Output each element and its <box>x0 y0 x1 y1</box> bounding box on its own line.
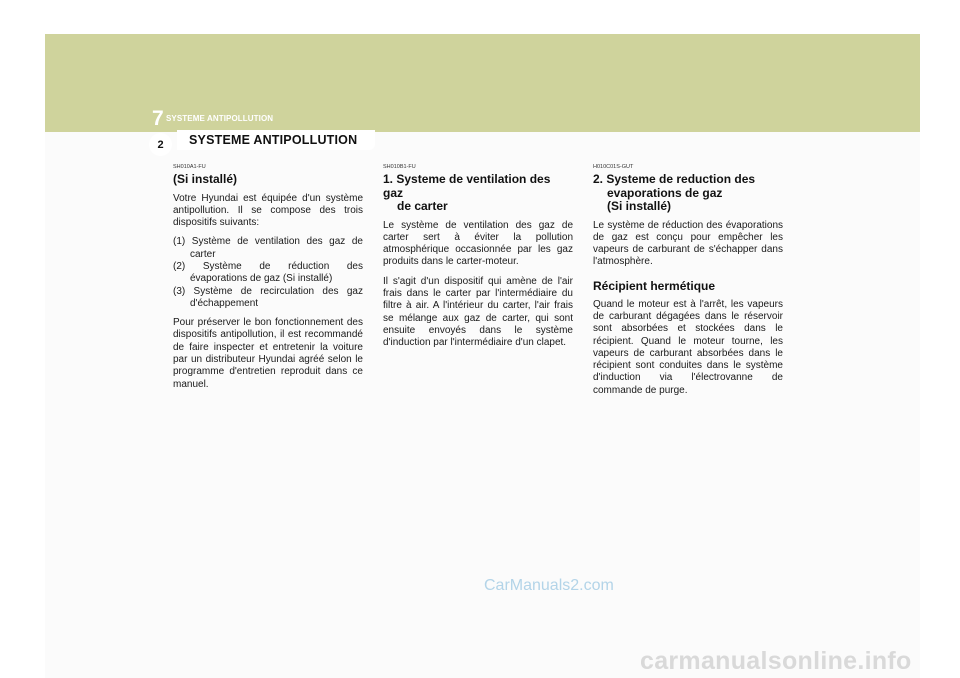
intro-paragraph: Votre Hyundai est équipée d'un système antipollution. Il se compose des trois dispositifs suivants: <box>173 192 363 229</box>
section-code: H010C01S-GUT <box>593 164 634 170</box>
section-code: SH010B1-FU <box>383 164 416 170</box>
page-number: 2 <box>149 133 172 156</box>
section-heading <box>593 173 783 214</box>
watermark-text: carmanualsonline.info <box>640 647 912 675</box>
paragraph: Il s'agit d'un dispositif qui amène de l'air frais dans le carter par l'intermédiaire du filtre à air. A l'intérieur du carter, l'air frais se mélange aux gaz de carter, qui sont ensuite envoyés dans le système d'induction par l'intermédiaire d'un clapet. <box>383 275 573 349</box>
column-crankcase <box>383 164 573 356</box>
heading-line: 1. Systeme de ventilation des gaz <box>383 172 551 200</box>
section-heading: (Si installé) <box>173 172 238 186</box>
column-intro <box>173 164 363 398</box>
heading-line: evaporations de gaz <box>607 185 723 200</box>
chapter-number: 7 <box>152 107 164 130</box>
chapter-title: SYSTEME ANTIPOLLUTION <box>166 114 274 123</box>
section-heading <box>383 173 573 214</box>
device-list <box>173 236 363 310</box>
subheading: Récipient hermétique <box>593 278 716 293</box>
heading-line: (Si installé) <box>607 199 672 213</box>
list-item: (1) Système de ventilation des gaz de carter <box>173 236 363 260</box>
paragraph: Le système de ventilation des gaz de carter sert à éviter la pollution atmosphérique occasionnée par les gaz produits dans le carter-moteur. <box>383 219 573 268</box>
closing-paragraph: Pour préserver le bon fonctionnement des dispositifs antipollution, il est recommandé de faire inspecter et entretenir la voiture par un distributeur Hyundai agréé selon le programme d'entretien reproduit dans ce manuel. <box>173 317 363 390</box>
heading-line: de carter <box>397 199 448 213</box>
watermark-link[interactable]: CarManuals2.com <box>484 577 614 594</box>
list-item: (3) Système de recirculation des gaz d'échappement <box>173 285 363 309</box>
paragraph: Quand le moteur est à l'arrêt, les vapeurs de carburant dégagées dans le réservoir sont absorbées et stockées dans le récipient. Quand le moteur tourne, les vapeurs de carburant absorbées dans le récipient sont conduites dans le système d'induction via l'électrovanne de commande de purge. <box>593 298 783 396</box>
column-evaporation <box>593 164 783 404</box>
section-code: SH010A1-FU <box>173 164 206 170</box>
section-tab: SYSTEME ANTIPOLLUTION <box>177 130 375 150</box>
paragraph: Le système de réduction des évaporations de gaz est conçu pour empêcher les vapeurs de carburant de s'échapper dans l'atmosphère. <box>593 219 783 268</box>
list-item: (2) Système de réduction des évaporations de gaz (Si installé) <box>173 260 363 285</box>
heading-line: 2. Systeme de reduction des <box>593 172 756 186</box>
